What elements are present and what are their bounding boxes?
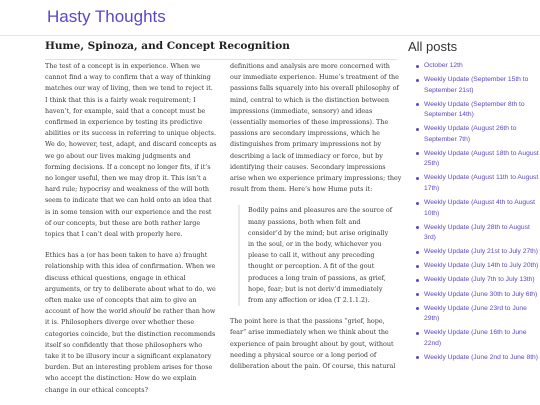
post-link[interactable]: Weekly Update (August 26th to September 7th)	[424, 125, 517, 143]
bullet-icon	[416, 65, 419, 68]
post-list-item	[408, 328, 540, 349]
post-list-item	[408, 261, 540, 272]
post-list-item	[408, 223, 540, 244]
bullet-icon	[416, 177, 419, 180]
quote-line: produces a long train of passions, as grief,	[248, 273, 386, 282]
quote-line: many passions, both when felt and	[248, 217, 361, 226]
post-header	[45, 39, 397, 60]
post-link[interactable]: Weekly Update (July 21st to July 27th)	[424, 248, 538, 256]
paragraph-text: Ethics has a (or has been taken to have a) fraught relationship with this idea of confirmation. When we discuss ethical questions, engage in ethical arguments, or try to deliberate about what to do, we often make use of concepts that aim to give an account of how the world	[45, 251, 216, 316]
article-column-left	[45, 61, 217, 405]
post-list-item	[408, 100, 540, 121]
post-link[interactable]: Weekly Update (July 28th to August 3rd)	[424, 223, 530, 242]
post-list-item	[408, 149, 540, 170]
post-list	[408, 61, 540, 363]
post-list-item	[408, 353, 540, 364]
post-list-item	[408, 290, 540, 301]
post-link[interactable]: Weekly Update (June 23rd to June 29th)	[424, 304, 527, 323]
quote-line: hope, fear; but is not deriv’d immediately	[248, 284, 383, 293]
bullet-icon	[416, 307, 419, 310]
post-list-item	[408, 198, 540, 219]
post-link[interactable]: Weekly Update (July 14th to July 20th)	[424, 262, 539, 270]
bullet-icon	[416, 226, 419, 229]
post-link[interactable]: Weekly Update (August 4th to August 10th)	[424, 199, 536, 217]
post-link[interactable]: Weekly Update (July 7th to July 13th)	[424, 276, 535, 284]
paragraph: The point here is that the passions “grief, hope, fear” arise immediately when we think about the experience of pain brought about by gout, without needing a physical source or a long period of deliberation about the pain. Of course, this natural	[230, 317, 396, 371]
quote-line: Bodily pains and pleasures are the source of	[248, 206, 393, 215]
sidebar	[408, 39, 540, 367]
post-list-item	[408, 173, 540, 194]
sidebar-title: All posts	[408, 39, 458, 54]
site-title-link[interactable]: Hasty Thoughts	[47, 7, 166, 26]
bullet-icon	[416, 152, 419, 155]
bullet-icon	[416, 79, 419, 82]
post-link[interactable]: Weekly Update (June 16th to June 22nd)	[424, 329, 527, 347]
post-link[interactable]: Weekly Update (August 11th to August 17th)	[424, 174, 539, 192]
post-list-item	[408, 304, 540, 325]
bullet-icon	[416, 356, 419, 359]
post-title: Hume, Spinoza, and Concept Recognition	[45, 40, 290, 52]
post-link[interactable]: Weekly Update (June 2nd to June 8th)	[424, 353, 539, 361]
post-list-item	[408, 61, 540, 72]
post-list-item	[408, 247, 540, 258]
bullet-icon	[416, 293, 419, 296]
paragraph-text: be rather than how it is. Philosophers diverge over whether these categories coincide, but the distinction recommends itself so confidently that those philosophers who take it to be illusory incur a significant explanatory burden. But an interesting problem arises for those who accept the distinction: How do we explain change in our ethical concepts?	[45, 307, 216, 394]
emphasis: should	[129, 307, 151, 316]
quote-line: please to call it, without any preceding	[248, 251, 375, 260]
site-header	[0, 0, 540, 36]
bullet-icon	[416, 103, 419, 106]
bullet-icon	[416, 251, 419, 254]
post-link[interactable]: Weekly Update (August 18th to August 25th)	[424, 149, 539, 168]
quote-line: thought or perception. A fit of the gout	[248, 262, 375, 271]
bullet-icon	[416, 279, 419, 282]
quote-line: in the soul, or in the body, whichever you	[248, 240, 382, 249]
post-list-item	[408, 124, 540, 145]
quote-line: consider’d by the mind; but arise originally	[248, 228, 389, 237]
paragraph: The test of a concept is in experience. When we cannot find a way to confirm that a way of thinking matches our way of living, then we tend to reject it. I think that this is a fairly weak requirement; I haven’t, for example, said that a concept must be confirmed in experience by testing its predictive abilities or its success in referring to unique objects. We do, however, test, adapt, and discard concepts as we go about our lives making judgments and forming decisions. If a concept no longer fits, if it’s no longer useful, then we may drop it. This isn’t a hard rule; hypocrisy and weakness of the will both seem to indicate that we can hold onto an idea that is in some tension with our experience and the rest of our concepts, but these are both rather large topics that I can’t deal with properly here.	[45, 62, 217, 239]
post-link[interactable]: Weekly Update (September 8th to September 14th)	[424, 100, 525, 119]
post-link[interactable]: Weekly Update (June 30th to July 6th)	[424, 290, 538, 298]
paragraph: definitions and analysis are more concerned with our immediate experience. Hume’s treatment of the passions falls squarely into his overall philosophy of mind, central to which is the distinction between impressions (immediate, sensory) and ideas (essentially memories of these impressions). The passions are secondary impressions, which he distinguishes from primary impressions not by describing a lack of immediacy or force, but by identifying their causes. Secondary impressions arise when we experience primary impressions; they result from them. Here’s how Hume puts it:	[230, 62, 402, 194]
bullet-icon	[416, 128, 419, 131]
post-list-item	[408, 275, 540, 286]
post-link[interactable]: Weekly Update (September 15th to September 21st)	[424, 76, 529, 94]
article-column-right	[230, 61, 402, 405]
bullet-icon	[416, 332, 419, 335]
hume-quote	[238, 205, 402, 306]
post-list-item	[408, 75, 540, 96]
quote-line: from any affection or idea (T 2.1.1.2).	[248, 296, 370, 305]
post-link[interactable]: October 12th	[424, 62, 463, 69]
bullet-icon	[416, 202, 419, 205]
title-divider	[45, 59, 397, 60]
bullet-icon	[416, 265, 419, 268]
paragraph	[45, 250, 217, 396]
